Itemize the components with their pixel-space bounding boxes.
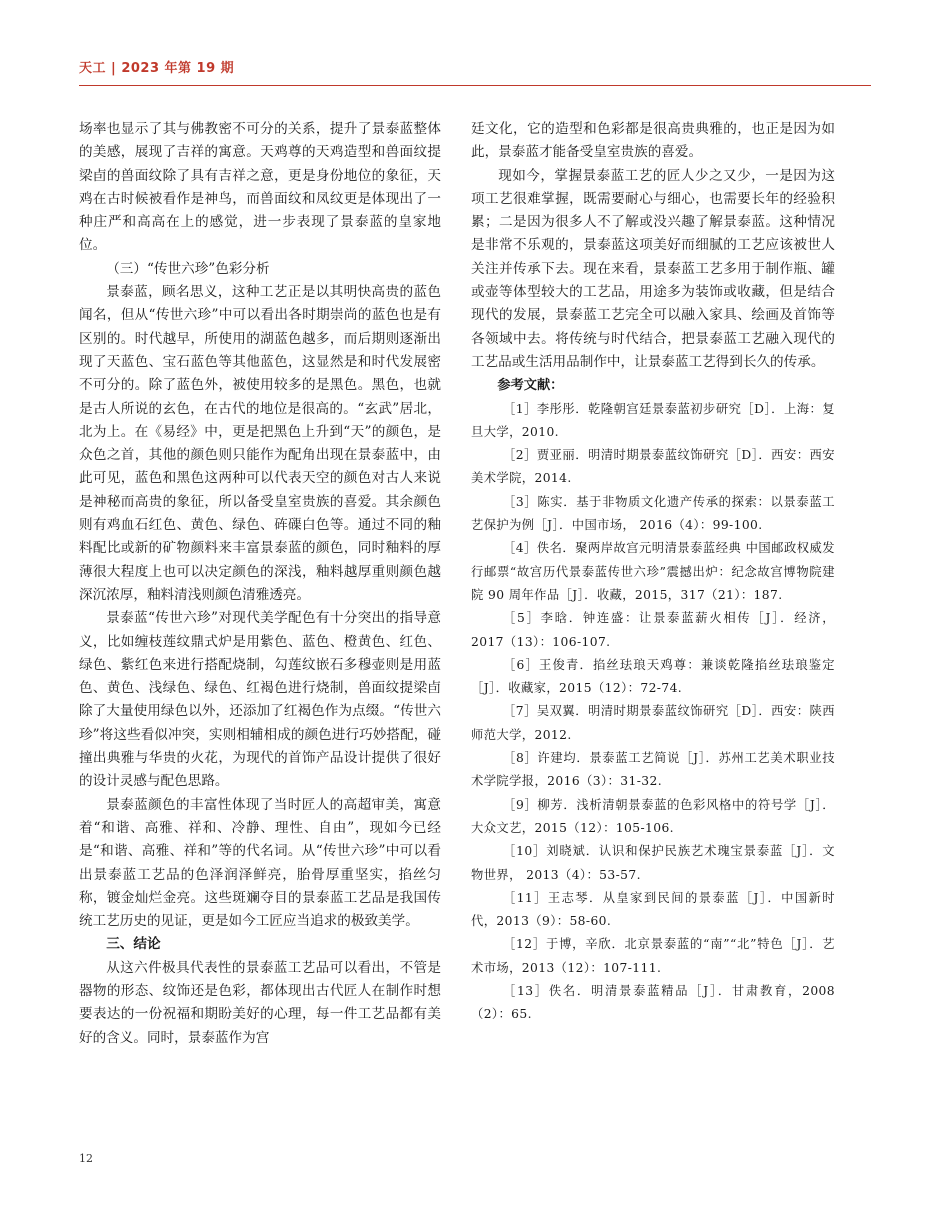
journal-header (79, 57, 234, 76)
page-number: 12 (79, 1152, 93, 1165)
paragraph: 景泰蓝“传世六珍”对现代美学配色有十分突出的指导意义，比如缠枝莲纹鼎式炉是用紫色、蓝色、橙黄色、红色、绿色、紫红色来进行搭配烧制，勾莲纹嵌石多穆壶则是用蓝色、黄色、浅绿色、绿色、红褐色进行烧制，兽面纹提梁卣除了大量使用绿色以外，还添加了红褐色作为点缀。“传世六珍”将这些看似冲突，实则相辅相成的颜色进行巧妙搭配，碰撞出典雅与华贵的火花，为现代的首饰产品设计提供了很好的设计灵感与配色思路。 (79, 610, 441, 790)
reference-item: ［5］李晗．钟连盛：让景泰蓝薪火相传［J］．经济，2017（13）：106-107. (471, 611, 835, 649)
header-separator: | (111, 61, 117, 76)
paragraph: 从这六件极具代表性的景泰蓝工艺品可以看出，不管是器物的形态、纹饰还是色彩，都体现出古代匠人在制作时想要表达的一份祝福和期盼美好的心理，每一件工艺品都有美好的含义。同时，景泰蓝作为宫 (79, 959, 441, 1046)
paragraph: 景泰蓝，顾名思义，这种工艺正是以其明快高贵的蓝色闻名，但从“传世六珍”中可以看出各时期崇尚的蓝色也是有区别的。时代越早，所使用的湖蓝色越多，而后期则逐渐出现了天蓝色、宝石蓝色等其他蓝色，这显然是和时代发展密不可分的。除了蓝色外，被使用较多的是黑色。黑色，也就是古人所说的玄色，在古代的地位是很高的。“玄武”居北，北为上。在《易经》中，更是把黑色上升到“天”的颜色，是众色之首，其他的颜色则只能作为配角出现在景泰蓝中，由此可见，蓝色和黑色这两种可以代表天空的颜色对古人来说是神秘而高贵的象征，所以备受皇室贵族的喜爱。其余颜色则有鸡血石红色、黄色、绿色、砗磲白色等。通过不同的釉料配比或新的矿物颜料来丰富景泰蓝的颜色，同时釉料的厚薄很大程度上也可以决定颜色的深浅，釉料越厚重则颜色越深沉浓厚，釉料清浅则颜色清雅透亮。 (79, 284, 441, 603)
paragraph: 景泰蓝颜色的丰富性体现了当时匠人的高超审美，寓意着“和谐、高雅、祥和、冷静、理性、自由”，现如今已经是“和谐、高雅、祥和”等的代名词。从“传世六珍”中可以看出景泰蓝工艺品的色泽润泽鲜亮，胎骨厚重坚实，掐丝匀称，镀金灿烂金亮。这些斑斓夺目的景泰蓝工艺品是我国传统工艺历史的见证，更是如今工匠应当追求的极致美学。 (79, 796, 441, 930)
issue-label: 2023 年第 19 期 (121, 61, 235, 76)
reference-item: ［12］于博，辛欣．北京景泰蓝的“南”“北”特色［J］．艺术市场，2013（12）：107-111. (471, 937, 835, 975)
paragraph: 现如今，掌握景泰蓝工艺的匠人少之又少，一是因为这项工艺很难掌握，既需要耐心与细心，也需要长年的经验积累；二是因为很多人不了解或没兴趣了解景泰蓝。这种情况是非常不乐观的，景泰蓝这项美好而细腻的工艺应该被世人关注并传承下去。现在来看，景泰蓝工艺多用于制作瓶、罐或壶等体型较大的工艺品，用途多为装饰或收藏，但是结合现代的发展，景泰蓝工艺完全可以融入家具、绘画及首饰等各领域中去。将传统与时代结合，把景泰蓝工艺融入现代的工艺品或生活用品制作中，让景泰蓝工艺得到长久的传承。 (471, 167, 835, 370)
journal-name: 天工 (79, 61, 107, 76)
section-heading: （三）“传世六珍”色彩分析 (106, 260, 270, 277)
right-column (471, 118, 835, 1027)
reference-item: ［2］贾亚丽．明清时期景泰蓝纹饰研究［D］．西安：西安美术学院，2014. (471, 448, 835, 486)
reference-item: ［6］王俊青．掐丝珐琅天鸡尊：兼谈乾隆掐丝珐琅鉴定［J］．收藏家，2015（12）：72-74. (471, 657, 835, 696)
references-title: 参考文献： (497, 378, 564, 394)
paragraph: 廷文化，它的造型和色彩都是很高贵典雅的，也正是因为如此，景泰蓝才能备受皇室贵族的喜爱。 (471, 121, 835, 161)
reference-item: ［9］柳芳．浅析清朝景泰蓝的色彩风格中的符号学［J］．大众文艺，2015（12）：105-106. (471, 797, 835, 835)
reference-item: ［13］佚名．明清景泰蓝精品［J］．甘肃教育，2008（2）：65. (471, 983, 835, 1022)
reference-item: ［1］李彤彤．乾隆朝宫廷景泰蓝初步研究［D］．上海：复旦大学，2010. (471, 401, 835, 439)
reference-list (471, 398, 835, 1027)
reference-item: ［11］王志琴．从皇家到民间的景泰蓝［J］．中国新时代，2013（9）：58-60. (471, 890, 835, 929)
reference-item: ［3］陈实．基于非物质文化遗产传承的探索：以景泰蓝工艺保护为例［J］．中国市场， 2016（4）：99-100. (471, 494, 835, 533)
reference-item: ［4］佚名．聚两岸故宫元明清景泰蓝经典 中国邮政权威发行邮票“故宫历代景泰蓝传世六珍”震撼出炉：纪念故宫博物院建院 90 周年作品［J］．收藏，2015，317（21）：187. (471, 541, 835, 602)
right-column-body (471, 118, 835, 374)
reference-item: ［8］许建均．景泰蓝工艺简说［J］．苏州工艺美术职业技术学院学报，2016（3）：31-32. (471, 751, 835, 789)
reference-item: ［7］吴双翼．明清时期景泰蓝纹饰研究［D］．西安：陕西师范大学，2012. (471, 704, 835, 742)
paragraph: 场率也显示了其与佛教密不可分的关系，提升了景泰蓝整体的美感，展现了吉祥的寓意。天鸡尊的天鸡造型和兽面纹提梁卣的兽面纹除了具有吉祥之意，更是身份地位的象征，天鸡在古时候被看作是神鸟，而兽面纹和凤纹更是体现出了一种庄严和高高在上的感觉，进一步表现了景泰蓝的皇家地位。 (79, 121, 441, 254)
reference-item: ［10］刘晓斌．认识和保护民族艺术瑰宝景泰蓝［J］．文物世界， 2013（4）：53-57. (471, 844, 835, 882)
left-column (79, 118, 441, 1050)
header-divider (79, 85, 871, 86)
section-heading: 三、结论 (106, 936, 161, 953)
